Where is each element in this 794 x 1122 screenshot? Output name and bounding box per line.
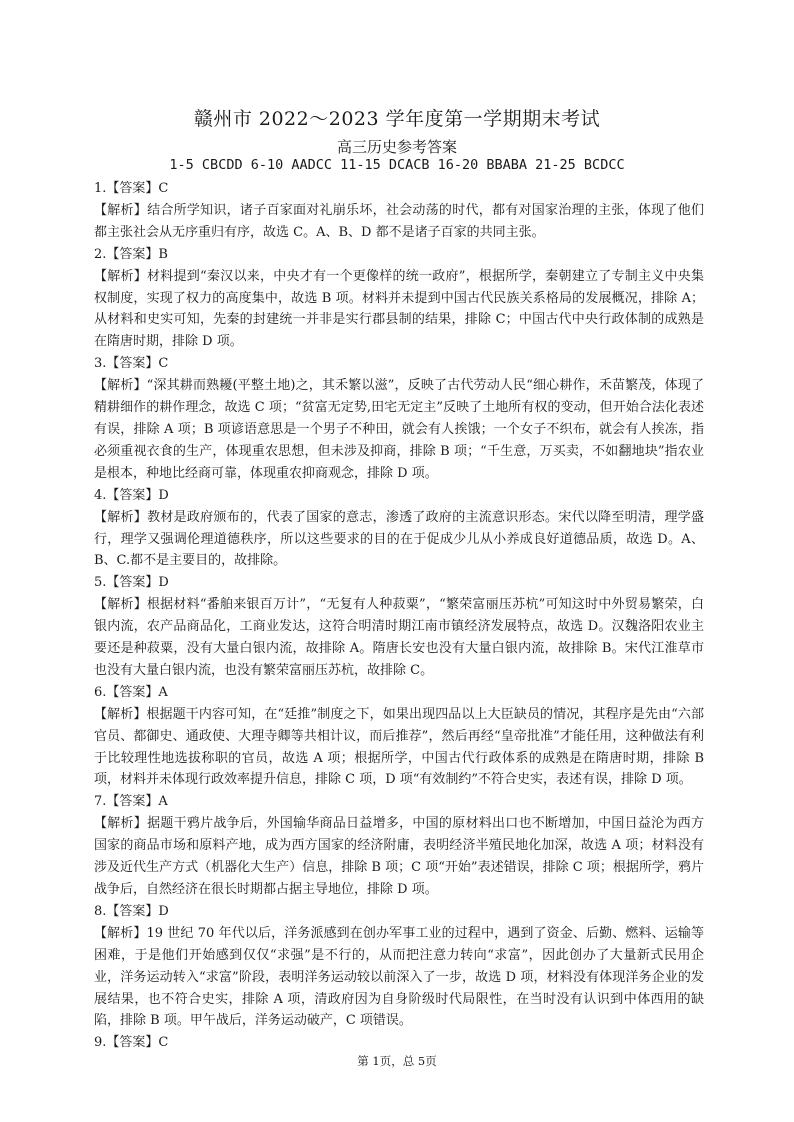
answer-line: 2.【答案】B [94, 246, 168, 262]
answer-line: 6.【答案】A [94, 684, 168, 700]
analysis-paragraph: 【解析】材料提到“秦汉以来，中央才有一个更像样的统一政府”，根据所学，秦朝建立了专制主义中央集权制度，实现了权力的高度集中，故选 B 项。材料并未提到中国古代民族关系格局的发展概况，排除 A；从材料和史实可知，先秦的封建统一并非是实行郡县制的结果，排除 C；中国古代中央行政体制的成熟是在隋唐时期，排除 D 项。 [94, 268, 704, 350]
answer-line: 1.【答案】C [94, 181, 169, 196]
answer-key-line: 1-5 CBCDD 6-10 AADCC 11-15 DCACB 16-20 BBABA 21-25 BCDCC [169, 157, 625, 173]
analysis-paragraph: 【解析】结合所学知识，诸子百家面对礼崩乐坏，社会动荡的时代，都有对国家治理的主张，体现了他们都主张社会从无序重归有序，故选 C。A、B、D 都不是诸子百家的共同主张。 [94, 202, 704, 240]
answer-body [94, 178, 704, 1054]
analysis-paragraph: 【解析】“深其耕而熟耰(平整土地)之，其禾繁以滋”，反映了古代劳动人民“细心耕作，禾苗繁茂，体现了精耕细作的耕作理念，故选 C 项；“贫富无定势,田宅无定主”反映了土地所有权的变动，但开始合法化表述有误，排除 A 项；B 项谚语意思是一个男子不种田，就会有人挨饿；一个女子不织布，就会有人挨冻，指必须重视衣食的生产，体现重农思想，但未涉及抑商，排除 B 项；“千生意，万买卖，不如翻地块”指农业是根本，种地比经商可靠，体现重农抑商观念，排除 D 项。 [94, 378, 704, 481]
analysis-paragraph: 【解析】教材是政府颁布的，代表了国家的意志，渗透了政府的主流意识形态。宋代以降至明清，理学盛行，理学又强调伦理道德秩序，所以这些要求的目的在于促成少儿从小养成良好道德品质，故选 D。A、B、C.都不是主要目的，故排除。 [94, 509, 704, 569]
answer-line: 5.【答案】D [94, 575, 169, 591]
answer-line: 4.【答案】D [94, 487, 169, 503]
answer-line: 7.【答案】A [94, 794, 168, 810]
analysis-paragraph: 【解析】19 世纪 70 年代以后，洋务派感到在创办军事工业的过程中，遇到了资金、后勤、燃料、运输等困难，于是他们开始感到仅仅“求强”是不行的，从而把注意力转向“求富”，因此创办了大量新式民用企业，洋务运动转入“求富”阶段，表明洋务运动较以前深入了一步，故选 D 项，材料没有体现洋务企业的发展结果，也不符合史实，排除 A 项，清政府因为自身阶级时代局限性，在当时没有认识到中体西用的缺陷，排除 B 项。甲午战后，洋务运动破产，C 项错误。 [94, 925, 704, 1029]
analysis-paragraph: 【解析】根据题干内容可知，在“廷推”制度之下，如果出现四品以上大臣缺员的情况，其程序是先由“六部官员、都御史、通政使、大理寺卿等共相计议，而后推荐”，然后再经“皇帝批准”才能任用，这种做法有利于比较理性地选拔称职的官员，故选 A 项；根据所学，中国古代行政体系的成熟是在隋唐时期，排除 B 项，材料并未体现行政效率提升信息，排除 C 项，D 项“有效制约”不符合史实，表述有误，排除 D 项。 [94, 706, 704, 788]
page-footer: 第 1页，总 5页 [357, 1054, 437, 1068]
answer-line: 8.【答案】D [94, 903, 169, 919]
analysis-paragraph: 【解析】据题干鸦片战争后，外国输华商品日益增多，中国的原材料出口也不断增加，中国日益沦为西方国家的商品市场和原料产地，成为西方国家的经济附庸，表明经济半殖民地化加深，故选 A 项；材料没有涉及近代生产方式（机器化大生产）信息，排除 B 项；C 项“开始”表述错误，排除 C 项；根据所学，鸦片战争后，自然经济在很长时期都占据主导地位，排除 D 项。 [94, 816, 704, 897]
answer-subtitle: 高三历史参考答案 [336, 138, 457, 156]
answer-line: 9.【答案】C [94, 1035, 169, 1051]
answer-line: 3.【答案】C [94, 356, 169, 372]
analysis-paragraph: 【解析】根据材料“番舶来银百万计”，“无复有人种菽粟”，“繁荣富丽压苏杭”可知这时中外贸易繁荣，白银内流，农产品商品化，工商业发达，这符合明清时期江南市镇经济发展特点，故选 D。汉魏洛阳农业主要还是种菽粟，没有大量白银内流，故排除 A。隋唐长安也没有大量白银内流，故排除 B。宋代江淮草市也没有大量白银内流，也没有繁荣富丽压苏杭，故排除 C。 [94, 597, 704, 678]
exam-title: 赣州市 2022～2023 学年度第一学期期末考试 [193, 108, 601, 130]
